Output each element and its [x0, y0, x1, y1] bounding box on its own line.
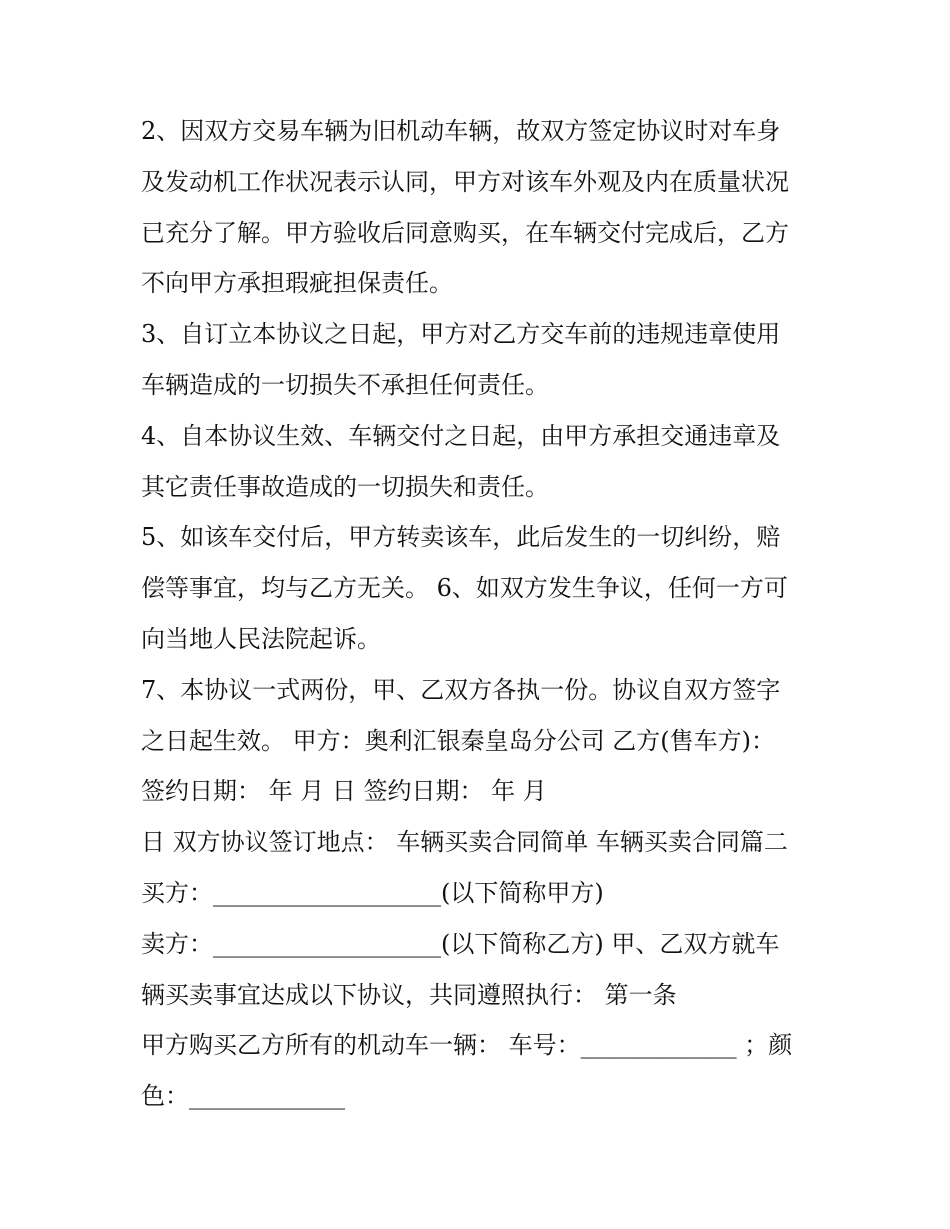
text-line: 4、自本协议生效、车辆交付之日起，由甲方承担交通违章及 [141, 421, 781, 450]
text-line: 色：_____________ [141, 1082, 345, 1111]
text-line: 卖方：___________________(以下简称乙方) 甲、乙双方就车 [141, 929, 780, 958]
text-line: 签约日期： 年 月 日 签约日期： 年 月 [141, 777, 547, 806]
text-line: 5、如该车交付后，甲方转卖该车，此后发生的一切纠纷，赔 [141, 523, 781, 552]
text-line: 3、自订立本协议之日起，甲方对乙方交车前的违规违章使用 [141, 320, 781, 349]
text-line: 已充分了解。甲方验收后同意购买，在车辆交付完成后，乙方 [141, 218, 789, 247]
text-line: 其它责任事故造成的一切损失和责任。 [141, 472, 549, 501]
text-line: 偿等事宜，均与乙方无关。 6、如双方发生争议，任何一方可 [141, 574, 788, 603]
text-line: 日 双方协议签订地点： 车辆买卖合同简单 车辆买卖合同篇二 [141, 828, 788, 857]
text-line: 甲方购买乙方所有的机动车一辆： 车号：_____________ ；颜 [141, 1031, 793, 1060]
text-line: 买方：___________________(以下简称甲方) [141, 878, 604, 907]
text-line: 不向甲方承担瑕疵担保责任。 [141, 269, 453, 298]
contract-text [141, 106, 821, 1122]
text-line: 2、因双方交易车辆为旧机动车辆，故双方签定协议时对车身 [141, 117, 781, 145]
text-line: 之日起生效。 甲方：奥利汇银秦皇岛分公司 乙方(售车方)： [141, 726, 775, 755]
text-line: 向当地人民法院起诉。 [141, 624, 381, 653]
text-line: 辆买卖事宜达成以下协议，共同遵照执行： 第一条 [141, 980, 677, 1009]
text-line: 及发动机工作状况表示认同，甲方对该车外观及内在质量状况 [141, 167, 789, 196]
text-line: 车辆造成的一切损失不承担任何责任。 [141, 370, 549, 399]
text-line: 7、本协议一式两份，甲、乙双方各执一份。协议自双方签字 [141, 675, 781, 704]
